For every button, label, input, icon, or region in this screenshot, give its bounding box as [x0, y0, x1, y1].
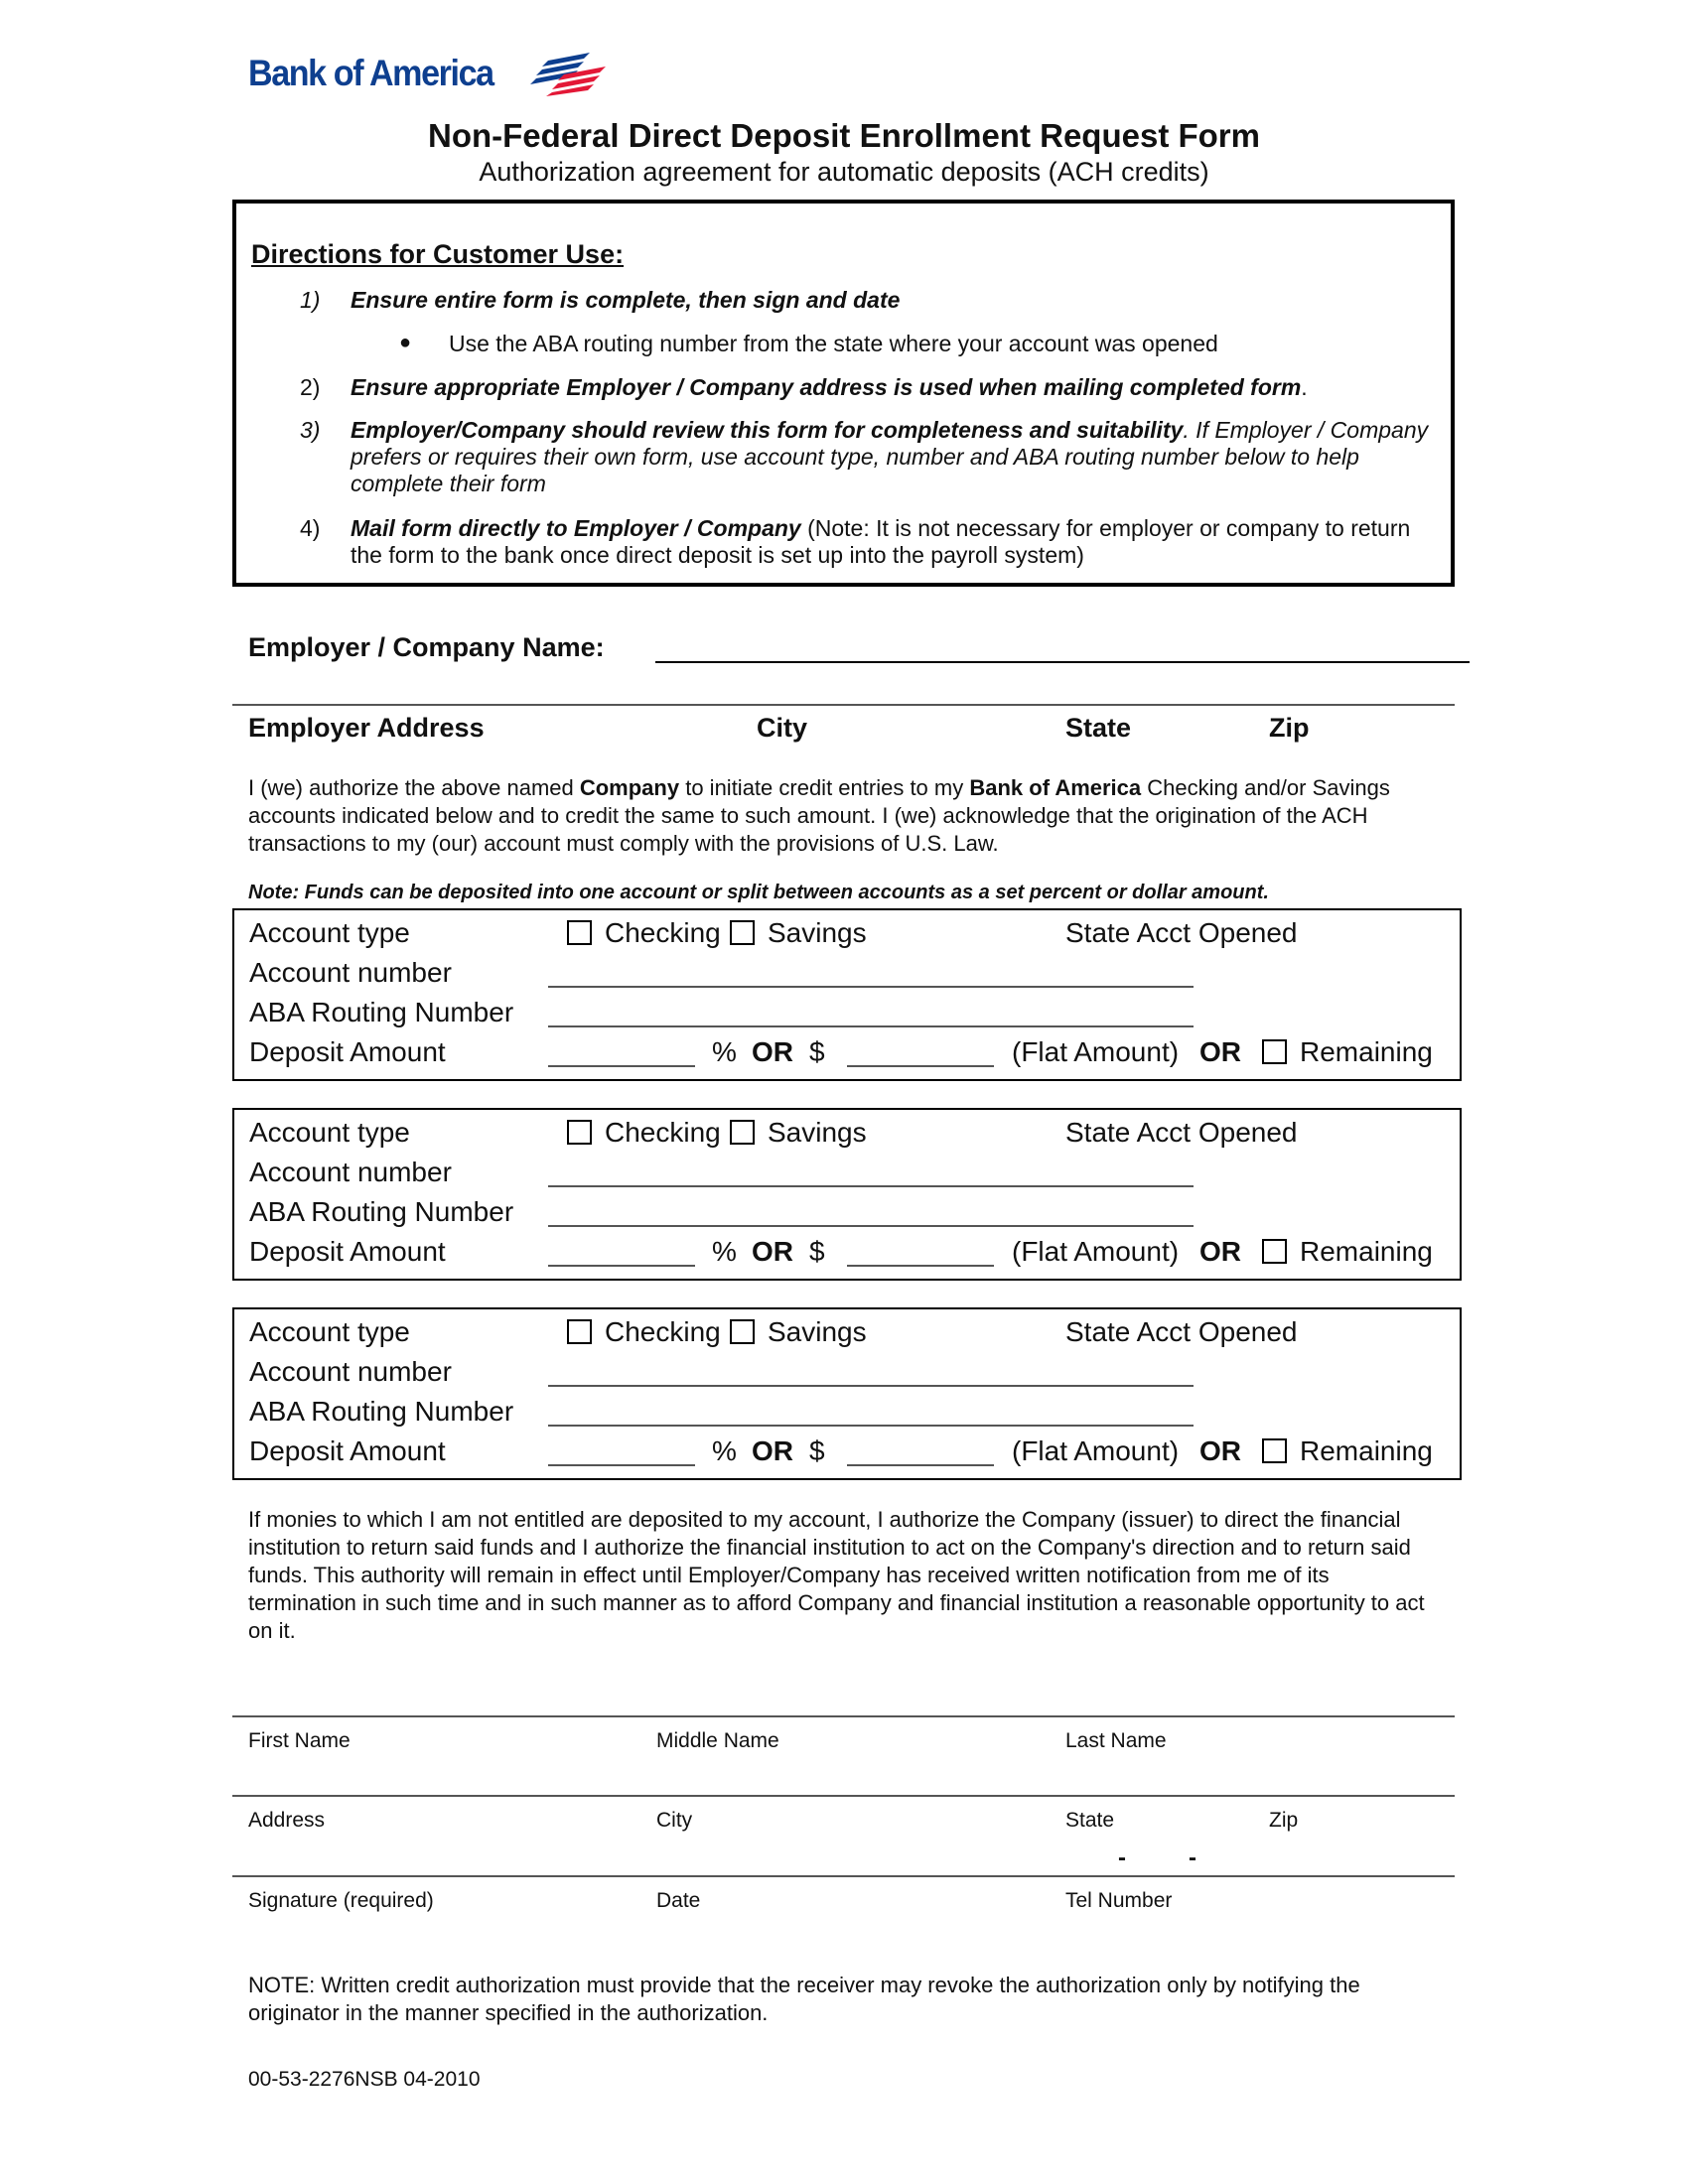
direction-number-1: 1)	[300, 287, 321, 313]
tel-dash: -	[1189, 1844, 1196, 1871]
direction-item-1	[351, 287, 1438, 314]
or-text: OR	[1199, 1236, 1241, 1267]
direction-number-4: 4)	[300, 515, 321, 541]
remaining-checkbox[interactable]	[1262, 1438, 1287, 1463]
direction-number-2: 2)	[300, 374, 321, 400]
form-id: 00-53-2276NSB 04-2010	[248, 2068, 481, 2091]
state-acct-opened-label: State Acct Opened	[1065, 1316, 1298, 1347]
auth-company: Company	[579, 775, 680, 800]
checking-label: Checking	[605, 917, 721, 948]
direction-4-rest: (Note: It is not necessary for employer or company to return the form to the bank once direct deposit is set up into the payroll system)	[351, 515, 1411, 568]
account-number-field[interactable]	[548, 986, 1194, 988]
flat-amount-label: (Flat Amount)	[1012, 1435, 1180, 1466]
employer-address-label: Employer Address	[248, 713, 485, 743]
percent-field[interactable]	[548, 1065, 695, 1067]
direction-3-bold: Employer/Company should review this form for completeness and suitability	[351, 417, 1184, 443]
signature-line[interactable]	[232, 1875, 1455, 1877]
direction-3-rest: . If Employer / Company prefers or requires their own form, use account type, number and ABA routing number below to help complete their form	[351, 417, 1429, 496]
aba-routing-field[interactable]	[548, 1025, 1194, 1027]
city-label: City	[656, 1809, 693, 1832]
aba-routing-label: ABA Routing Number	[249, 1196, 514, 1227]
percent-field[interactable]	[548, 1464, 695, 1466]
state-acct-opened-label: State Acct Opened	[1065, 917, 1298, 948]
account-block-2	[232, 1108, 1462, 1281]
direction-number-3: 3)	[300, 417, 321, 443]
percent-sign: %	[712, 1236, 737, 1267]
middle-name-label: Middle Name	[656, 1729, 779, 1752]
or-text: OR	[752, 1036, 793, 1067]
remaining-label: Remaining	[1300, 1435, 1433, 1466]
flat-amount-field[interactable]	[847, 1464, 994, 1466]
dollar-sign: $	[809, 1036, 825, 1067]
flat-amount-field[interactable]	[847, 1265, 994, 1267]
employer-name-label: Employer / Company Name:	[248, 632, 605, 662]
auth-text-2: to initiate credit entries to my	[679, 775, 970, 800]
address-label: Address	[248, 1809, 326, 1832]
direction-bullet: Use the ABA routing number from the state where your account was opened	[449, 331, 1218, 356]
account-type-label: Account type	[249, 1316, 410, 1347]
aba-routing-label: ABA Routing Number	[249, 1396, 514, 1427]
direction-2-bold: Ensure appropriate Employer / Company address is used when mailing completed form	[351, 374, 1302, 400]
split-deposit-note: Note: Funds can be deposited into one account or split between accounts as a set percent or dollar amount.	[248, 882, 1269, 903]
state-acct-opened-label: State Acct Opened	[1065, 1117, 1298, 1148]
savings-label: Savings	[768, 1316, 867, 1347]
checking-checkbox[interactable]	[567, 1319, 592, 1344]
bank-of-america-logo	[248, 48, 608, 99]
savings-checkbox[interactable]	[730, 1319, 755, 1344]
dollar-sign: $	[809, 1236, 825, 1267]
direction-item-4	[351, 515, 1438, 569]
auth-text-3: Checking and/or Savings accounts indicated below and to credit the same to such amount. I (we) acknowledge that the origination of the ACH transactions to my (our) account must comply with the provisions of U.S. Law.	[248, 775, 1390, 856]
savings-checkbox[interactable]	[730, 920, 755, 945]
deposit-amount-label: Deposit Amount	[249, 1236, 446, 1267]
flat-amount-label: (Flat Amount)	[1012, 1036, 1180, 1067]
deposit-amount-label: Deposit Amount	[249, 1036, 446, 1067]
last-name-label: Last Name	[1065, 1729, 1167, 1752]
account-number-field[interactable]	[548, 1185, 1194, 1187]
tel-number-label: Tel Number	[1065, 1889, 1173, 1912]
directions-box	[232, 200, 1455, 587]
account-type-label: Account type	[249, 917, 410, 948]
employer-zip-label: Zip	[1269, 713, 1310, 743]
bullet-icon: ●	[399, 332, 412, 353]
savings-label: Savings	[768, 1117, 867, 1148]
savings-checkbox[interactable]	[730, 1120, 755, 1145]
remaining-label: Remaining	[1300, 1236, 1433, 1267]
account-number-label: Account number	[249, 1356, 452, 1387]
account-number-field[interactable]	[548, 1385, 1194, 1387]
percent-sign: %	[712, 1036, 737, 1067]
or-text: OR	[752, 1435, 793, 1466]
or-text: OR	[1199, 1036, 1241, 1067]
employer-name-field[interactable]	[655, 661, 1470, 663]
address-line[interactable]	[232, 1795, 1455, 1797]
directions-title: Directions for Customer Use:	[251, 239, 625, 269]
employer-address-field[interactable]	[232, 704, 1455, 706]
logo-wordmark: Bank of America	[248, 53, 493, 93]
page-subtitle: Authorization agreement for automatic deposits (ACH credits)	[479, 157, 1209, 187]
date-label: Date	[656, 1889, 701, 1912]
flag-icon	[518, 51, 608, 96]
first-name-label: First Name	[248, 1729, 351, 1752]
account-block-1	[232, 908, 1462, 1081]
or-text: OR	[752, 1236, 793, 1267]
dollar-sign: $	[809, 1435, 825, 1466]
aba-routing-label: ABA Routing Number	[249, 997, 514, 1027]
aba-routing-field[interactable]	[548, 1425, 1194, 1427]
checking-checkbox[interactable]	[567, 920, 592, 945]
direction-item-3	[351, 417, 1438, 497]
revocation-note: NOTE: Written credit authorization must provide that the receiver may revoke the authorization only by notifying the originator in the manner specified in the authorization.	[248, 1973, 1360, 2025]
direction-1-bold: Ensure entire form is complete, then sign and date	[351, 287, 901, 313]
checking-label: Checking	[605, 1117, 721, 1148]
savings-label: Savings	[768, 917, 867, 948]
remaining-checkbox[interactable]	[1262, 1239, 1287, 1264]
tel-dash: -	[1118, 1844, 1126, 1871]
deposit-amount-label: Deposit Amount	[249, 1435, 446, 1466]
auth-bank: Bank of America	[969, 775, 1142, 800]
flat-amount-field[interactable]	[847, 1065, 994, 1067]
direction-4-bold: Mail form directly to Employer / Company	[351, 515, 801, 541]
or-text: OR	[1199, 1435, 1241, 1466]
aba-routing-field[interactable]	[548, 1225, 1194, 1227]
account-number-label: Account number	[249, 957, 452, 988]
percent-sign: %	[712, 1435, 737, 1466]
account-block-3	[232, 1307, 1462, 1480]
checking-checkbox[interactable]	[567, 1120, 592, 1145]
account-type-label: Account type	[249, 1117, 410, 1148]
flat-amount-label: (Flat Amount)	[1012, 1236, 1180, 1267]
signature-label: Signature (required)	[248, 1889, 434, 1912]
direction-2-rest: .	[1301, 374, 1308, 400]
name-signature-line[interactable]	[232, 1715, 1455, 1717]
page-title: Non-Federal Direct Deposit Enrollment Request Form	[428, 117, 1260, 154]
disclaimer-paragraph: If monies to which I am not entitled are deposited to my account, I authorize the Company (issuer) to direct the financial institution to return said funds and I authorize the financial institution to act on the Company's direction and to return said funds. This authority will remain in effect until Employer/Company has received written notification from me of its termination in such time and in such manner as to afford Company and financial institution a reasonable opportunity to act on it.	[248, 1507, 1425, 1643]
state-label: State	[1065, 1809, 1115, 1832]
percent-field[interactable]	[548, 1265, 695, 1267]
account-number-label: Account number	[249, 1157, 452, 1187]
auth-text-1: I (we) authorize the above named	[248, 775, 580, 800]
remaining-checkbox[interactable]	[1262, 1039, 1287, 1064]
employer-city-label: City	[757, 713, 808, 743]
authorization-paragraph	[248, 774, 1440, 858]
zip-label: Zip	[1269, 1809, 1299, 1832]
remaining-label: Remaining	[1300, 1036, 1433, 1067]
direction-item-2	[351, 374, 1438, 401]
employer-state-label: State	[1065, 713, 1132, 743]
checking-label: Checking	[605, 1316, 721, 1347]
